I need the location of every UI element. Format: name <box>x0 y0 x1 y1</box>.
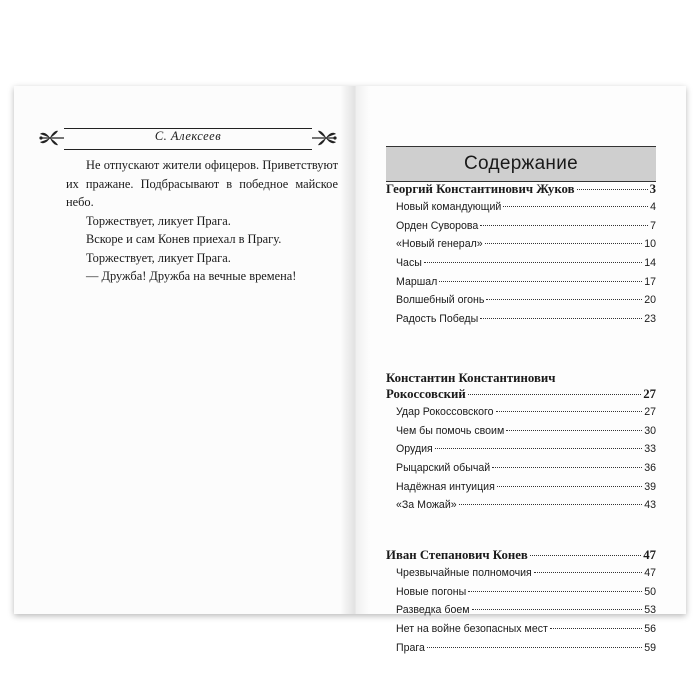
dot-leader <box>480 318 642 319</box>
paragraph: Вскоре и сам Конев приехал в Прагу. <box>86 232 282 246</box>
toc-page-number: 23 <box>644 313 656 326</box>
toc-entry[interactable] <box>386 201 656 220</box>
toc-entry-title: Орудия <box>396 443 433 456</box>
dot-leader <box>497 486 642 487</box>
paragraph: Торжествует, ликует Прага. <box>86 250 231 265</box>
toc-page-number: 47 <box>643 547 656 562</box>
toc-page-number: 43 <box>644 499 656 512</box>
bleed-through-text <box>214 266 344 450</box>
toc-entry-title: Нет на войне безопасных мест <box>396 623 548 635</box>
contents-title: Содержание <box>386 146 656 182</box>
toc-page-number: 7 <box>650 219 656 232</box>
dot-leader <box>472 609 643 610</box>
left-page <box>14 86 354 614</box>
toc-section-title-line: Константин Константинович <box>386 370 556 385</box>
toc-entry[interactable] <box>386 586 656 605</box>
toc-page-number: 3 <box>649 182 656 196</box>
toc-entry[interactable] <box>386 425 656 444</box>
toc-entry-title: Новые погоны <box>396 585 467 598</box>
dot-leader <box>435 448 642 449</box>
dot-leader <box>506 430 642 431</box>
toc-page-number: 59 <box>644 641 656 654</box>
dot-leader <box>439 281 642 282</box>
toc-page-number: 17 <box>644 275 656 288</box>
dot-leader <box>577 189 648 190</box>
running-header-author: С. Алексеев <box>154 129 222 143</box>
toc-entry[interactable] <box>386 443 656 462</box>
toc-entry[interactable] <box>386 313 656 332</box>
running-header <box>36 124 340 150</box>
toc-entry[interactable] <box>386 567 656 586</box>
toc-page-number: 36 <box>644 461 656 474</box>
dot-leader <box>496 411 643 412</box>
toc-page-number: 56 <box>644 623 656 635</box>
toc-section-title: Георгий Константинович Жуков <box>386 182 575 196</box>
dot-leader <box>534 572 642 573</box>
toc-entry-title: Надёжная интуиция <box>396 480 495 493</box>
toc-page-number: 39 <box>644 480 656 493</box>
toc-entry-title: Маршал <box>396 275 438 288</box>
toc-entry[interactable] <box>386 462 656 481</box>
dot-leader <box>492 467 642 468</box>
dot-leader <box>486 299 642 300</box>
toc-entry[interactable] <box>386 276 656 295</box>
toc-entry-title: Новый командующий <box>396 201 502 213</box>
toc-section-title: Иван Степанович Конев <box>386 547 528 562</box>
toc-page-number: 20 <box>644 294 656 307</box>
right-page <box>356 86 686 654</box>
toc-entry-title: Чем бы помочь своим <box>396 424 505 437</box>
toc-entry[interactable] <box>386 499 656 518</box>
toc-entry[interactable] <box>386 294 656 313</box>
toc-entry-title: Рыцарский обычай <box>396 461 491 474</box>
toc-entry-title: Чрезвычайные полномочия <box>396 566 532 579</box>
floral-ornament-icon <box>312 124 340 152</box>
toc-entry[interactable] <box>386 257 656 276</box>
toc-page-number: 4 <box>650 201 656 213</box>
dot-leader <box>530 555 641 556</box>
dot-leader <box>503 206 648 207</box>
toc-entry[interactable] <box>386 623 656 642</box>
toc-entry-title: «Новый генерал» <box>396 238 483 251</box>
toc-entry[interactable] <box>386 481 656 500</box>
toc-section-zhukov[interactable] <box>386 182 656 201</box>
toc-entry[interactable] <box>386 220 656 239</box>
dot-leader <box>424 262 642 263</box>
toc-entry[interactable] <box>386 238 656 257</box>
toc-page-number: 14 <box>644 257 656 270</box>
dot-leader <box>468 394 641 395</box>
toc-entry-title: Волшебный огонь <box>396 294 485 307</box>
toc-page-number: 50 <box>644 585 656 598</box>
dot-leader <box>480 225 648 226</box>
toc-page-number: 10 <box>644 238 656 251</box>
dot-leader <box>427 647 642 648</box>
story-text <box>66 156 338 286</box>
toc-page-number: 27 <box>644 405 656 418</box>
toc-section-title: Рокоссовский <box>386 386 466 401</box>
toc-section-rokossovsky[interactable] <box>386 387 656 406</box>
toc-entry[interactable] <box>386 642 656 661</box>
toc-entry-title: Удар Рокоссовского <box>396 405 494 418</box>
toc-page-number: 27 <box>643 386 656 401</box>
toc-page-number: 53 <box>644 604 656 617</box>
dot-leader <box>468 591 642 592</box>
toc-entry-title: Радость Победы <box>396 313 479 326</box>
toc-entry[interactable] <box>386 406 656 425</box>
dot-leader <box>550 628 642 629</box>
dot-leader <box>485 243 643 244</box>
dot-leader <box>459 504 643 505</box>
toc-entry-title: Прага <box>396 641 425 654</box>
toc-entry[interactable] <box>386 604 656 623</box>
toc-entry-title: Орден Суворова <box>396 219 479 232</box>
toc-entry-title: «За Можай» <box>396 499 457 512</box>
toc-page-number: 30 <box>644 424 656 437</box>
toc-page-number: 33 <box>644 443 656 456</box>
paragraph: Не отпускают жители офицеров. Приветствуют их пражане. Подбрасывают в победное майское небо. <box>66 158 338 209</box>
open-book <box>14 86 686 654</box>
paragraph: Торжествует, ликует Прага. <box>86 213 231 228</box>
table-of-contents <box>386 182 656 660</box>
toc-entry-title: Разведка боем <box>396 604 470 617</box>
paragraph: — Дружба! Дружба на вечные времена! <box>86 269 297 283</box>
toc-entry-title: Часы <box>396 257 422 270</box>
toc-page-number: 47 <box>644 566 656 579</box>
toc-section-konev[interactable] <box>386 548 656 567</box>
